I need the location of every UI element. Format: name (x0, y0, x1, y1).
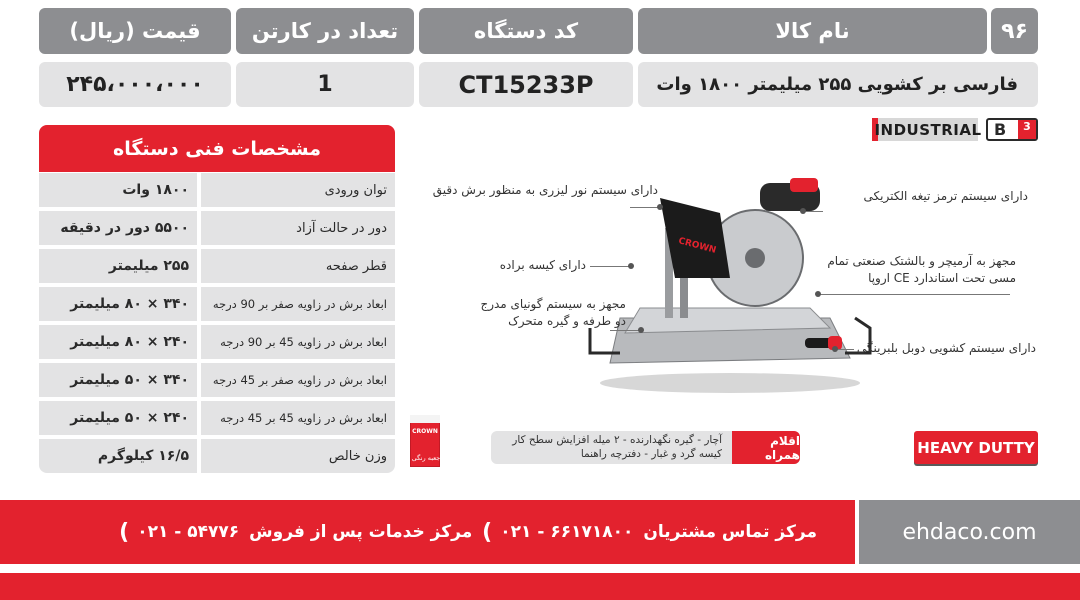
accessories-box (491, 431, 800, 464)
callout-dot (638, 327, 644, 333)
callout-dot (832, 346, 838, 352)
spec-row (39, 249, 395, 283)
spec-key: دور در حالت آزاد (201, 211, 395, 245)
spec-key: ابعاد برش در زاویه 45 بر 45 درجه (201, 401, 395, 435)
device-code-header: کد دستگاه (419, 8, 633, 54)
saw-blade-hub (745, 248, 765, 268)
callout-bearing: دارای سیستم کشویی دوبل بلبرینگی (856, 341, 1036, 355)
box-brand: CROWN (412, 428, 438, 435)
callout-line (590, 266, 630, 267)
dust-bag-brand: CROWN (677, 236, 718, 256)
spec-value: ۳۴۰ × ۸۰ میلیمتر (39, 287, 197, 321)
phone-icon: ( (482, 519, 493, 545)
heavy-duty-badge: HEAVY DUTTY (914, 431, 1038, 464)
row-number: ۹۶ (991, 8, 1038, 54)
spec-key: ابعاد برش در زاویه 45 بر 90 درجه (201, 325, 395, 359)
spec-key: ابعاد برش در زاویه صفر بر 45 درجه (201, 363, 395, 397)
spec-row (39, 325, 395, 359)
spec-row (39, 287, 395, 321)
b3-superscript: 3 (1018, 120, 1036, 139)
callout-line (836, 349, 854, 350)
price-header: قیمت (ریال) (39, 8, 231, 54)
callout-brake: دارای سیستم ترمز تیغه الکتریکی (863, 189, 1028, 203)
callout-line (803, 211, 823, 212)
color-box-lid (410, 415, 440, 423)
footer-divider (0, 564, 1080, 573)
saw-table (625, 308, 830, 333)
accessories-line1: آچار - گیره نگهدارنده - ۲ میله افزایش سطح کار (512, 434, 722, 446)
b3-letter: B (994, 120, 1007, 139)
callout-dot (800, 208, 806, 214)
spec-row (39, 211, 395, 245)
spec-value: ۲۴۰ × ۸۰ میلیمتر (39, 325, 197, 359)
after-sales-phone: ۵۴۷۷۶ - ۰۲۱ (137, 522, 240, 542)
spec-value: ۵۵۰۰ دور در دقیقه (39, 211, 197, 245)
spec-row (39, 363, 395, 397)
b3-badge (986, 118, 1038, 141)
callout-line (820, 294, 1010, 295)
spec-value: ۱۸۰۰ وات (39, 173, 197, 207)
callout-line (630, 207, 660, 208)
product-name-header: نام کالا (638, 8, 987, 54)
spec-row (39, 173, 395, 207)
product-name: فارسی بر کشویی ۲۵۵ میلیمتر ۱۸۰۰ وات (638, 62, 1038, 107)
accessories-text (502, 431, 732, 464)
footer-strip (0, 573, 1080, 600)
callout-laser: دارای سیستم نور لیزری به منظور برش دقیق (432, 183, 658, 197)
spec-row (39, 439, 395, 473)
price: ۲۴۵،۰۰۰،۰۰۰ (39, 62, 231, 107)
spec-value: ۲۵۵ میلیمتر (39, 249, 197, 283)
callout-armature-line1: مجهز به آرمیچر و بالشتک صنعتی تمام (827, 254, 1016, 268)
spec-table-title: مشخصات فنی دستگاه (39, 125, 395, 172)
box-caption: جعبه رنگی (411, 454, 441, 462)
callout-dot (657, 204, 663, 210)
callout-goniometer-line1: مجهز به سیستم گونیای مدرج (480, 297, 626, 311)
carton-count-header: تعداد در کارتن (236, 8, 414, 54)
callout-goniometer (470, 296, 626, 330)
callout-line (610, 330, 640, 331)
callout-armature-line2: مسی تحت استاندارد CE اروپا (868, 271, 1016, 285)
spec-value: ۲۴۰ × ۵۰ میلیمتر (39, 401, 197, 435)
callout-goniometer-line2: دو طرفه و گیره متحرک (508, 314, 626, 328)
spec-row (39, 401, 395, 435)
saw-shadow (600, 373, 860, 393)
spec-key: قطر صفحه (201, 249, 395, 283)
spec-key: ابعاد برش در زاویه صفر بر 90 درجه (201, 287, 395, 321)
callout-armature (812, 253, 1016, 287)
spec-key: توان ورودی (201, 173, 395, 207)
spec-value: ۳۴۰ × ۵۰ میلیمتر (39, 363, 197, 397)
spec-value: ۱۶/۵ کیلوگرم (39, 439, 197, 473)
contact-bar (0, 500, 855, 564)
website-link[interactable]: ehdaco.com (859, 500, 1080, 564)
accessories-line2: کیسه گرد و غبار - دفترچه راهنما (580, 448, 722, 460)
saw-motor-cap (790, 178, 818, 192)
industrial-badge: INDUSTRIAL (872, 118, 978, 141)
after-sales-label: مرکز خدمات پس از فروش (249, 522, 473, 542)
customer-center-label: مرکز تماس مشتریان (643, 522, 817, 542)
spec-key: وزن خالص (201, 439, 395, 473)
callout-dot (628, 263, 634, 269)
device-code: CT15233P (419, 62, 633, 107)
phone-icon: ( (119, 519, 130, 545)
customer-center-phone: ۶۶۱۷۱۸۰۰ - ۰۲۱ (500, 522, 634, 542)
callout-bag: دارای کیسه براده (499, 258, 586, 272)
carton-count: 1 (236, 62, 414, 107)
callout-dot (815, 291, 821, 297)
accessories-label: اقلام همراه (732, 431, 800, 464)
